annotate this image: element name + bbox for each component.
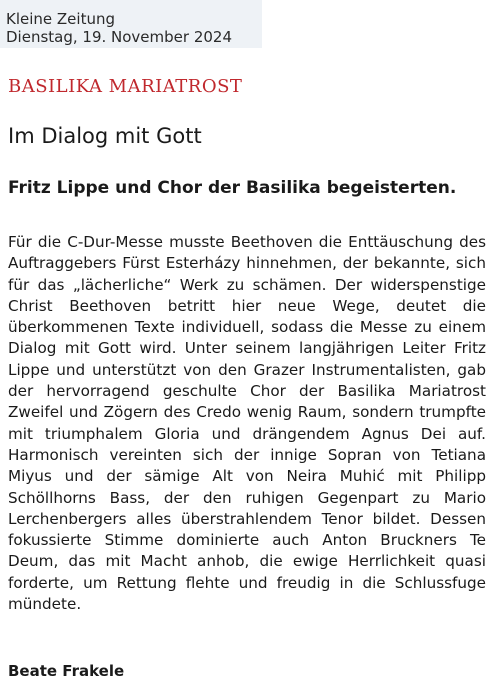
masthead xyxy=(0,0,262,48)
section-label: BASILIKA MARIATROST xyxy=(8,76,243,97)
article-body: Für die C-Dur-Messe musste Beethoven die Enttäuschung des Auftraggebers Fürst Esterházy hinnehmen, der bekannte, sich für das „lächerliche“ Werk zu schämen. Der widerspenstige Christ Beethoven betritt hier neue Wege, deutet die überkommenen Texte individuell, sodass die Messe zu einem Dialog mit Gott wird. Unter seinem langjährigen Leiter Fritz Lippe und unterstützt von den Grazer Instrumentalisten, gab der hervorragend geschulte Chor der Basilika Mariatrost Zweifel und Zögern des Credo wenig Raum, sondern trumpfte mit triumphalem Gloria und drängendem Agnus Dei auf. Harmonisch vereinten sich der innige Sopran von Tetiana Miyus und der sämige Alt von Neira Muhić mit Philipp Schöllhorns Bass, der den ruhigen Gegenpart zu Mario Lerchenbergers alles überstrahlendem Tenor bildet. Dessen fokussierte Stimme dominierte auch Anton Bruckners Te Deum, das mit Macht anhob, die ewige Herrlichkeit quasi forderte, um Rettung flehte und freudig in die Schlussfuge mündete. xyxy=(8,233,486,614)
publication-date: Dienstag, 19. November 2024 xyxy=(6,28,232,46)
article-subheadline: Fritz Lippe und Chor der Basilika begeisterten. xyxy=(8,178,457,198)
publication-name: Kleine Zeitung xyxy=(6,10,115,28)
article-author: Beate Frakele xyxy=(8,662,125,680)
article-headline: Im Dialog mit Gott xyxy=(8,124,202,148)
